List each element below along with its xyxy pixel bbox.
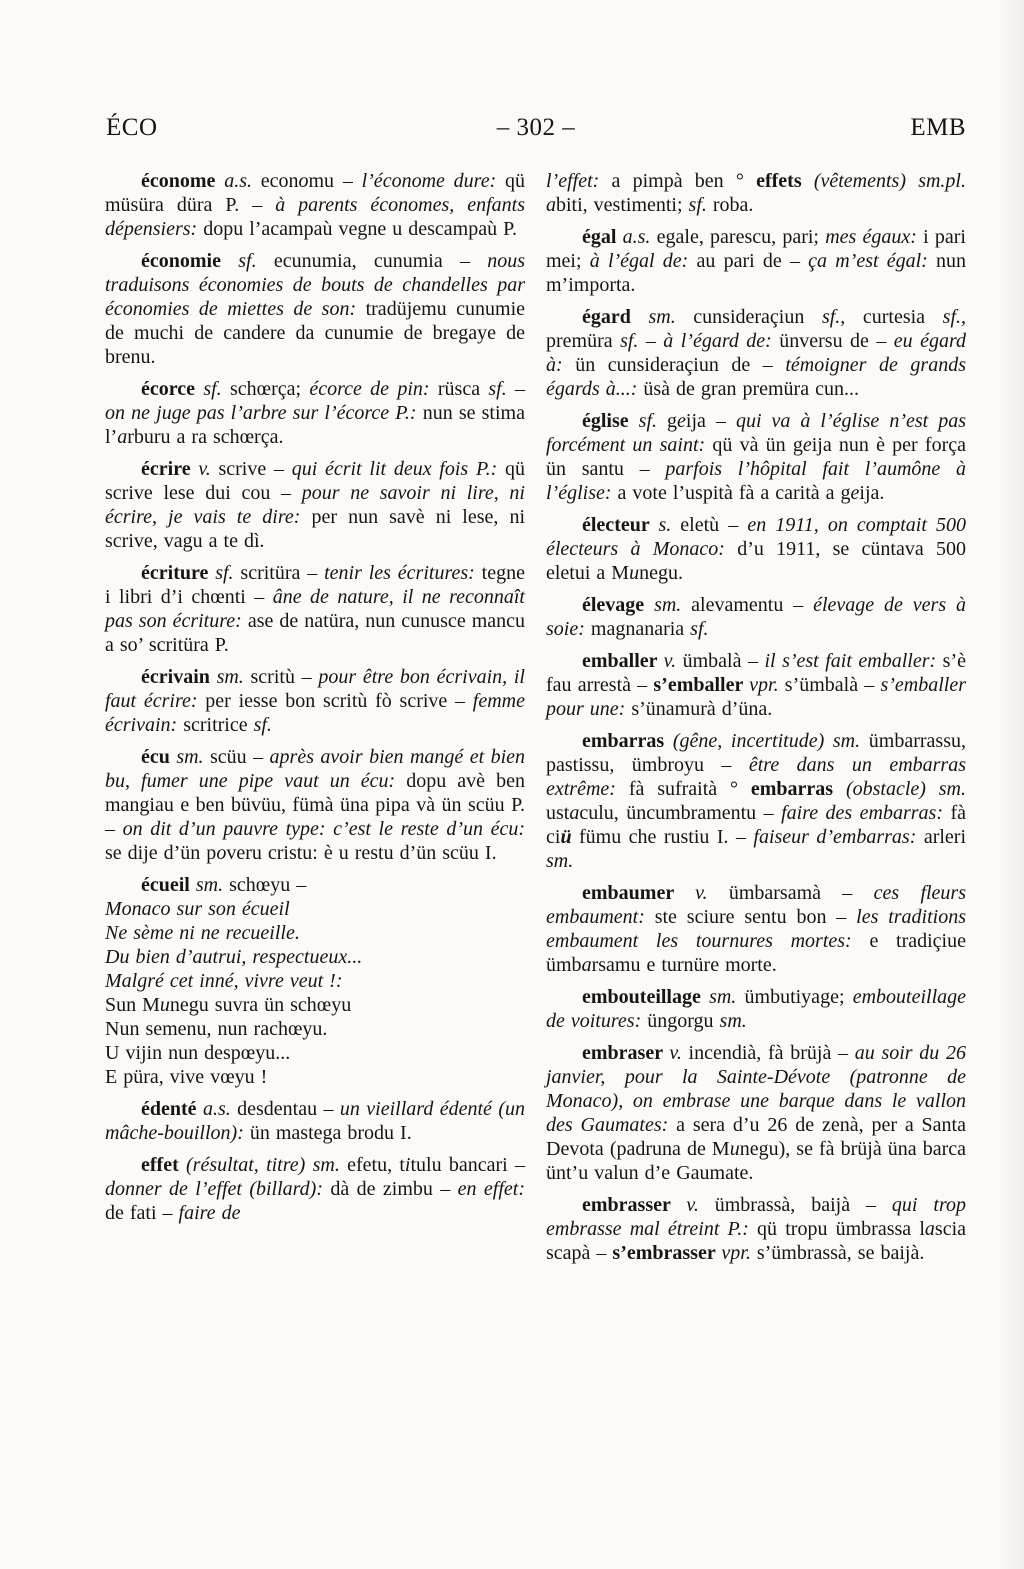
text-segment: s’embrasser bbox=[612, 1242, 722, 1264]
entry-embouteillage bbox=[546, 985, 966, 1033]
text-segment: de fati – bbox=[105, 1202, 179, 1224]
text-segment: i pari mei; bbox=[546, 226, 966, 272]
text-segment: v. bbox=[669, 1042, 689, 1064]
text-segment: élevage de vers à soie: bbox=[546, 594, 966, 640]
text-segment: ase de natüra, nun cunusce mancu a so’ scritüra P. bbox=[105, 610, 526, 656]
text-segment: sm. bbox=[654, 594, 692, 616]
entry-effet bbox=[105, 1153, 525, 1225]
text-segment: économie bbox=[141, 250, 239, 272]
entry-elevage bbox=[546, 593, 966, 641]
text-segment: pour être bon écrivain, il faut écrire: bbox=[105, 666, 525, 712]
text-columns bbox=[105, 169, 966, 1273]
text-segment: Ne sème ni ne recueille. bbox=[105, 922, 300, 944]
text-segment: écrivain bbox=[141, 666, 217, 688]
text-segment: e bbox=[850, 482, 860, 504]
text-segment: rüsca bbox=[437, 378, 489, 400]
entry-paragraph bbox=[105, 561, 525, 657]
entry-paragraph bbox=[105, 1097, 525, 1145]
entry-ecueil bbox=[105, 873, 525, 1089]
text-segment: veru cristu: è u restu d’ün scüu I. bbox=[226, 842, 497, 864]
entry-paragraph bbox=[546, 593, 966, 641]
text-segment: écueil bbox=[141, 874, 196, 896]
text-segment: en 1911, on comptait 500 électeurs à Monaco: bbox=[546, 514, 966, 560]
text-segment: effets bbox=[756, 170, 814, 192]
text-segment: sm. bbox=[216, 666, 251, 688]
text-segment: roba. bbox=[712, 194, 754, 216]
text-segment: ümbutiyage; bbox=[744, 986, 853, 1008]
entry-paragraph bbox=[546, 649, 966, 721]
text-segment: qü müsüra düra P. – bbox=[105, 170, 525, 216]
text-segment: à parents économes, enfants dépensiers: bbox=[105, 194, 525, 240]
text-segment: (obstacle) sm. bbox=[845, 778, 967, 800]
text-segment: ija. bbox=[859, 482, 885, 504]
entry-paragraph bbox=[546, 169, 966, 217]
text-segment: efetu, t bbox=[347, 1154, 405, 1176]
text-segment: negu suvra ün schœyu bbox=[169, 994, 352, 1016]
text-segment: économe bbox=[141, 170, 225, 192]
text-segment: a.s. bbox=[202, 1098, 238, 1120]
entry-paragraph bbox=[105, 457, 525, 553]
text-segment: a bbox=[581, 954, 592, 976]
text-segment: rburu a ra schœrça. bbox=[127, 426, 284, 448]
text-segment: u bbox=[629, 562, 640, 584]
text-segment: sf. bbox=[238, 250, 274, 272]
text-segment: sf. bbox=[688, 194, 713, 216]
text-segment: fümu che rustiu I. – bbox=[571, 826, 754, 848]
text-segment: s’emballer bbox=[653, 674, 750, 696]
text-segment: ün mastega brodu I. bbox=[249, 1122, 412, 1144]
text-segment: Malgré cet inné, vivre veut !: bbox=[105, 970, 343, 992]
text-segment: écrire bbox=[141, 458, 199, 480]
text-segment: eu égard à: bbox=[546, 330, 967, 376]
entry-embaumer bbox=[546, 881, 966, 977]
text-segment: ija nun è per força ün santu – bbox=[546, 434, 966, 480]
text-segment: sf., bbox=[821, 306, 863, 328]
text-segment: parfois l’hôpital fait l’aumône à l’église: bbox=[546, 458, 967, 504]
text-segment: sf. bbox=[253, 714, 272, 736]
text-segment: sm. bbox=[176, 746, 210, 768]
entry-emballer bbox=[546, 649, 966, 721]
text-segment: Sun M bbox=[105, 994, 160, 1016]
text-segment: sm. bbox=[195, 874, 230, 896]
text-segment: mes égaux: bbox=[825, 226, 924, 248]
text-segment: qü scrive lese dui cou – bbox=[105, 458, 525, 504]
running-head-left-word: ÉCO bbox=[106, 114, 158, 141]
text-segment: ça m’est égal: bbox=[808, 250, 937, 272]
text-segment: schœrça; bbox=[229, 378, 310, 400]
text-segment: donner de l’effet (billard): bbox=[105, 1178, 331, 1200]
text-segment: econ bbox=[260, 170, 299, 192]
text-segment: a bbox=[546, 194, 556, 216]
text-segment: église bbox=[582, 410, 639, 432]
text-segment: Du bien d’autrui, respectueux... bbox=[105, 946, 363, 968]
text-segment: e bbox=[677, 410, 686, 432]
text-segment: vpr. bbox=[721, 1242, 757, 1264]
text-segment: écorce de pin: bbox=[309, 378, 438, 400]
entry-paragraph bbox=[546, 729, 966, 873]
text-segment: a bbox=[924, 1218, 935, 1240]
entry-ecrivain bbox=[105, 665, 525, 737]
text-segment: emballer bbox=[582, 650, 664, 672]
text-segment: tenir les écritures: bbox=[324, 562, 482, 584]
text-segment: scritrice bbox=[183, 714, 254, 736]
entry-paragraph bbox=[105, 1017, 525, 1041]
text-segment: desdentau – bbox=[237, 1098, 340, 1120]
text-segment: l’effet: bbox=[546, 170, 612, 192]
text-segment: (gêne, incertitude) sm. bbox=[672, 730, 869, 752]
text-segment: scia scapà – bbox=[546, 1218, 967, 1264]
entry-paragraph bbox=[105, 377, 525, 449]
text-segment: e tradiçiue ümb bbox=[546, 930, 966, 976]
text-segment: e bbox=[802, 434, 812, 456]
text-segment: a bbox=[117, 426, 128, 448]
entry-paragraph bbox=[546, 881, 966, 977]
text-segment: dopu avè ben mangiau e ben büvüu, fümà üna pipa và ün scüu P. – bbox=[105, 770, 525, 840]
text-segment: qü và ün g bbox=[712, 434, 803, 456]
text-segment: au soir du 26 janvier, pour la Sainte-Dévote (patronne de Monaco), on embrase une barque dans le vallon des Gaumates: bbox=[546, 1042, 966, 1136]
text-segment: a sera d’u 26 de zenà, per a Santa Devota (padruna de M bbox=[546, 1114, 966, 1160]
entry-paragraph bbox=[546, 1193, 966, 1265]
entry-effets-continuation bbox=[546, 169, 966, 217]
text-segment: tulu bancari – bbox=[410, 1154, 526, 1176]
entry-paragraph bbox=[105, 897, 525, 921]
text-segment: ces fleurs embaument: bbox=[546, 882, 966, 928]
text-segment: qui écrit lit deux fois P.: bbox=[291, 458, 505, 480]
text-segment: sf. bbox=[638, 410, 668, 432]
entry-egal bbox=[546, 225, 966, 297]
entry-paragraph bbox=[105, 1065, 525, 1089]
text-segment: negu. bbox=[639, 562, 683, 584]
text-segment: dà de zimbu – bbox=[330, 1178, 458, 1200]
text-segment: l’économe dure: bbox=[361, 170, 505, 192]
text-segment: v. bbox=[686, 1194, 715, 1216]
text-segment: qü tropu ümbrassa l bbox=[757, 1218, 925, 1240]
text-segment: üsà de gran premüra cun... bbox=[643, 378, 859, 400]
left-column bbox=[105, 169, 525, 1273]
text-segment: u bbox=[159, 994, 170, 1016]
text-segment: à l’égal de: bbox=[589, 250, 697, 272]
entry-paragraph bbox=[105, 1153, 525, 1225]
text-segment: a pimpà ben ° bbox=[611, 170, 757, 192]
text-segment: a vote l’uspità fà a carità a g bbox=[617, 482, 851, 504]
text-segment: ümbalà – bbox=[682, 650, 765, 672]
text-segment: arleri bbox=[923, 826, 967, 848]
text-segment: sf. bbox=[203, 378, 230, 400]
text-segment: scrive – bbox=[218, 458, 292, 480]
text-segment: egale, parescu, pari; bbox=[656, 226, 826, 248]
entry-paragraph bbox=[105, 969, 525, 993]
text-segment: Nun semenu, nun rachœyu. bbox=[105, 1018, 328, 1040]
text-segment: mu – bbox=[308, 170, 362, 192]
text-segment: les traditions embaument les tournures mortes: bbox=[546, 906, 967, 952]
entry-paragraph bbox=[105, 945, 525, 969]
text-segment: dopu l’acampaù vegne u descampaù P. bbox=[203, 218, 517, 240]
entry-paragraph bbox=[546, 1041, 966, 1185]
text-segment: sf. – à l’égard de: bbox=[620, 330, 780, 352]
text-segment: en effet: bbox=[457, 1178, 525, 1200]
text-segment: ün cunsideraçiun de – bbox=[575, 354, 786, 376]
entry-paragraph bbox=[546, 513, 966, 585]
text-segment: d’u 1911, se cüntava 500 eletui a M bbox=[546, 538, 967, 584]
entry-ecriture bbox=[105, 561, 525, 657]
text-segment: se dije d’ün p bbox=[105, 842, 217, 864]
text-segment: être dans un embarras extrême: bbox=[546, 754, 966, 800]
text-segment: ija – bbox=[685, 410, 736, 432]
entry-paragraph bbox=[105, 169, 525, 241]
text-segment: un vieillard édenté (un mâche-bouillon): bbox=[105, 1098, 525, 1144]
text-segment: per nun savè ni lese, ni scrive, vagu a te dì. bbox=[105, 506, 526, 552]
text-segment: sf., bbox=[942, 306, 966, 328]
entry-paragraph bbox=[105, 873, 525, 897]
page-number: – 302 – bbox=[496, 114, 576, 141]
running-head bbox=[106, 114, 966, 142]
entry-electeur bbox=[546, 513, 966, 585]
text-segment: s’ümbalà – bbox=[784, 674, 881, 696]
text-segment: magnanaria bbox=[590, 618, 691, 640]
text-segment: après avoir bien mangé et bien bu, fumer une pipe vaut un écu: bbox=[105, 746, 526, 792]
text-segment: sm. bbox=[709, 986, 745, 1008]
text-segment: curtesia bbox=[862, 306, 943, 328]
text-segment: tegne i libri d’i chœnti – bbox=[105, 562, 525, 608]
entry-ecorce bbox=[105, 377, 525, 449]
text-segment: culu, üncumbramentu – bbox=[579, 802, 782, 824]
text-segment: électeur bbox=[582, 514, 659, 536]
text-segment: (résultat, titre) sm. bbox=[186, 1154, 348, 1176]
entry-paragraph bbox=[546, 985, 966, 1033]
entry-egard bbox=[546, 305, 966, 401]
text-segment: s’è fau arrestà – bbox=[546, 650, 966, 696]
entry-paragraph bbox=[546, 225, 966, 297]
right-column bbox=[546, 169, 966, 1273]
text-segment: édenté bbox=[141, 1098, 203, 1120]
text-segment: i bbox=[404, 1154, 411, 1176]
text-segment: embouteillage bbox=[582, 986, 710, 1008]
text-segment: faire des embarras: bbox=[781, 802, 951, 824]
text-segment: o bbox=[216, 842, 227, 864]
text-segment: a bbox=[569, 802, 580, 824]
text-segment: eletù – bbox=[680, 514, 748, 536]
text-segment: embarras bbox=[582, 730, 673, 752]
text-segment: s’ünamurà d’üna. bbox=[631, 698, 773, 720]
text-segment: o bbox=[298, 170, 309, 192]
text-segment: âne de nature, il ne reconnaît pas son écriture: bbox=[105, 586, 525, 632]
text-segment: sm. bbox=[719, 1010, 747, 1032]
text-segment: s’emballer pour une: bbox=[546, 674, 967, 720]
text-segment: cunsideraçiun bbox=[693, 306, 822, 328]
text-segment: ecunumia, cunumia – bbox=[273, 250, 488, 272]
text-segment: ümbrassà, baijà – bbox=[714, 1194, 892, 1216]
text-segment: sf. bbox=[215, 562, 241, 584]
text-segment: a.s. bbox=[622, 226, 657, 248]
text-segment: v. bbox=[695, 882, 729, 904]
text-segment: ste sciure sentu bon – bbox=[654, 906, 857, 928]
text-segment: embouteillage de voitures: bbox=[546, 986, 967, 1032]
text-segment: tradüjemu cunumie de muchi de candere da cunumie de bregaye de brenu. bbox=[105, 298, 526, 368]
entry-embrasser bbox=[546, 1193, 966, 1265]
text-segment: u bbox=[729, 1138, 740, 1160]
text-segment: ust bbox=[546, 802, 570, 824]
text-segment: incendià, fà brüjà – bbox=[688, 1042, 855, 1064]
text-segment: égard bbox=[582, 306, 649, 328]
text-segment: ü bbox=[560, 826, 572, 848]
text-segment: schœyu – bbox=[229, 874, 307, 896]
running-head-right-word: EMB bbox=[910, 114, 966, 141]
entry-paragraph bbox=[546, 305, 966, 401]
text-segment: faiseur d’embarras: bbox=[753, 826, 924, 848]
text-segment: qui trop embrasse mal étreint P.: bbox=[546, 1194, 966, 1240]
text-segment: sf. – on ne juge pas l’arbre sur l’écorce P.: bbox=[105, 378, 526, 424]
entry-paragraph bbox=[105, 1041, 525, 1065]
text-segment: U vijin nun despœyu... bbox=[105, 1042, 291, 1064]
text-segment: écriture bbox=[141, 562, 216, 584]
text-segment: sm. bbox=[648, 306, 694, 328]
entry-paragraph bbox=[105, 993, 525, 1017]
text-segment: scritüra – bbox=[240, 562, 325, 584]
text-segment: nun se stima l’ bbox=[105, 402, 525, 448]
text-segment: écorce bbox=[141, 378, 204, 400]
text-segment: embrasser bbox=[582, 1194, 687, 1216]
text-segment: embraser bbox=[582, 1042, 670, 1064]
text-segment: élevage bbox=[582, 594, 655, 616]
text-segment: femme écrivain: bbox=[105, 690, 525, 736]
text-segment: faire de bbox=[178, 1202, 241, 1224]
entry-embraser bbox=[546, 1041, 966, 1185]
entry-edente bbox=[105, 1097, 525, 1145]
entry-paragraph bbox=[546, 409, 966, 505]
text-segment: ünversu de – bbox=[779, 330, 894, 352]
text-segment: premüra bbox=[546, 330, 621, 352]
text-segment: scüu – bbox=[210, 746, 270, 768]
text-segment: témoigner de grands égards à...: bbox=[546, 354, 966, 400]
text-segment: ümbarrassu, pastissu, ümbroyu – bbox=[546, 730, 966, 776]
entry-paragraph bbox=[105, 921, 525, 945]
text-segment: écu bbox=[141, 746, 177, 768]
entry-paragraph bbox=[105, 249, 525, 369]
text-segment: fà sufraità ° bbox=[628, 778, 751, 800]
text-segment: on dit d’un pauvre type: c’est le reste d’un écu: bbox=[122, 818, 526, 840]
entry-paragraph bbox=[105, 665, 525, 737]
text-segment: biti, vestimenti; bbox=[556, 194, 689, 216]
text-segment: sm. bbox=[546, 850, 574, 872]
entry-econome bbox=[105, 169, 525, 241]
text-segment: égal bbox=[582, 226, 623, 248]
entry-ecrire bbox=[105, 457, 525, 553]
text-segment: a.s. bbox=[224, 170, 261, 192]
text-segment: effet bbox=[141, 1154, 187, 1176]
text-segment: nous traduisons économies de bouts de chandelles par économies de miettes de son: bbox=[105, 250, 525, 320]
text-segment: sf. bbox=[690, 618, 709, 640]
text-segment: embaumer bbox=[582, 882, 696, 904]
text-segment: rsamu e turnüre morte. bbox=[591, 954, 777, 976]
text-segment: il s’est fait emballer: bbox=[764, 650, 943, 672]
text-segment: (vêtements) sm.pl. bbox=[813, 170, 966, 192]
entry-embarras bbox=[546, 729, 966, 873]
text-segment: fà ci bbox=[546, 802, 966, 848]
entry-ecu bbox=[105, 745, 525, 865]
text-segment: vpr. bbox=[749, 674, 785, 696]
text-segment: s’ümbrassà, se baijà. bbox=[756, 1242, 925, 1264]
text-segment: v. bbox=[198, 458, 219, 480]
text-segment: nun m’importa. bbox=[546, 250, 967, 296]
entry-paragraph bbox=[105, 745, 525, 865]
text-segment: negu), se fà brüjà üna barca ünt’u valun d’e Gaumate. bbox=[546, 1138, 966, 1184]
entry-economie bbox=[105, 249, 525, 369]
text-segment: au pari de – bbox=[696, 250, 809, 272]
text-segment: v. bbox=[663, 650, 683, 672]
text-segment: qui va à l’église n’est pas forcément un saint: bbox=[546, 410, 966, 456]
entry-eglise bbox=[546, 409, 966, 505]
text-segment: alevamentu – bbox=[691, 594, 814, 616]
text-segment: per iesse bon scritù fò scrive – bbox=[205, 690, 473, 712]
text-segment: Monaco sur son écueil bbox=[105, 898, 290, 920]
text-segment: pour ne savoir ni lire, ni écrire, je vais te dire: bbox=[105, 482, 525, 528]
text-segment: s. bbox=[658, 514, 681, 536]
text-segment: g bbox=[667, 410, 678, 432]
text-segment: scritù – bbox=[250, 666, 319, 688]
text-segment: E püra, vive vœyu ! bbox=[105, 1066, 268, 1088]
text-segment: üngorgu bbox=[647, 1010, 720, 1032]
text-segment: embarras bbox=[750, 778, 846, 800]
text-segment: ümbarsamà – bbox=[728, 882, 874, 904]
